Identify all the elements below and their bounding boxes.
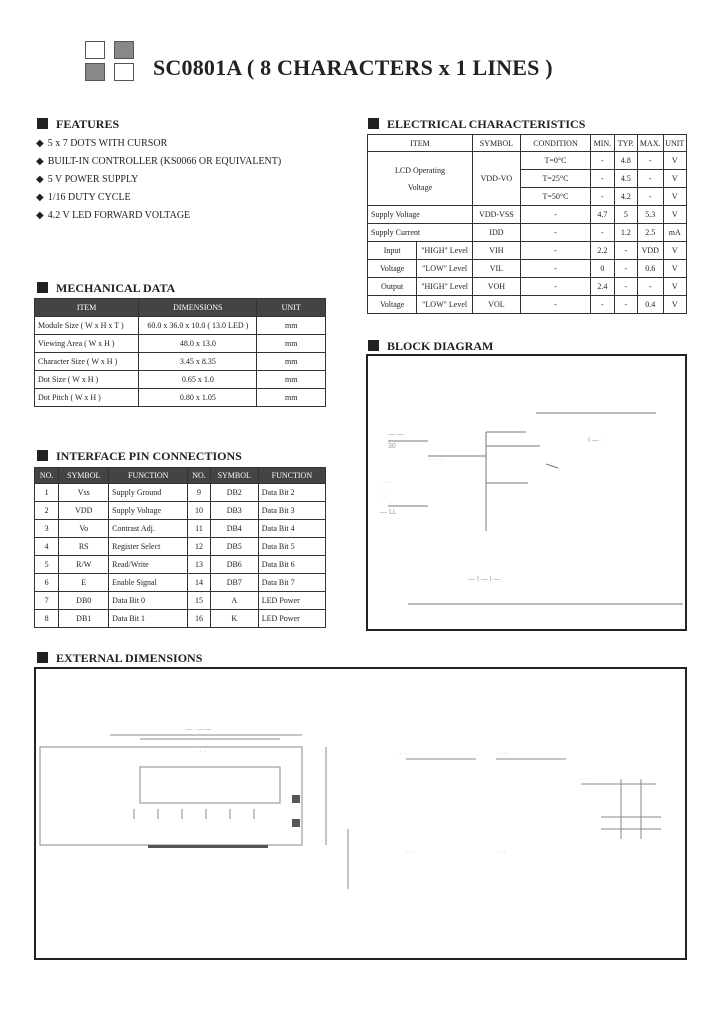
feature-text: BUILT-IN CONTROLLER (KS0066 OR EQUIVALENT) — [47, 156, 282, 167]
interface-heading: INTERFACE PIN CONNECTIONS — [37, 449, 242, 463]
table-cell: Data Bit 5 — [258, 538, 325, 556]
table-row — [35, 556, 326, 574]
table-row — [368, 296, 687, 314]
external-heading: EXTERNAL DIMENSIONS — [37, 651, 202, 665]
table-cell: Supply Voltage — [368, 206, 473, 224]
table-header: ITEM — [368, 135, 473, 152]
section-bullet-icon — [37, 118, 48, 129]
diamond-bullet-icon: ◆ — [36, 192, 44, 203]
table-cell: VDD — [59, 502, 109, 520]
table-header: SYMBOL — [210, 468, 258, 484]
table-cell: Data Bit 1 — [109, 610, 188, 628]
lcd-label-line2: Voltage — [407, 182, 433, 192]
feature-text: 5 x 7 DOTS WITH CURSOR — [47, 138, 168, 149]
table-cell: - — [638, 152, 663, 170]
feature-item — [36, 210, 190, 222]
table-row — [368, 260, 687, 278]
table-cell: DB5 — [210, 538, 258, 556]
table-header-row — [35, 299, 326, 317]
table-cell: 5 — [35, 556, 59, 574]
table-cell: Read/Write — [109, 556, 188, 574]
table-cell: Vo — [59, 520, 109, 538]
table-cell: - — [520, 206, 590, 224]
table-cell: Data Bit 3 — [258, 502, 325, 520]
input-voltage-label: Input — [368, 242, 417, 260]
table-cell: - — [520, 296, 590, 314]
table-cell: - — [520, 278, 590, 296]
table-cell: Contrast Adj. — [109, 520, 188, 538]
table-row — [368, 206, 687, 224]
table-row — [35, 389, 326, 407]
feature-item — [36, 192, 131, 204]
table-cell: - — [614, 278, 637, 296]
table-row — [368, 152, 687, 170]
svg-text:· · · ·: · · · · — [396, 751, 409, 757]
feature-text: 1/16 DUTY CYCLE — [47, 192, 131, 203]
svg-text:· · ·: · · · — [380, 479, 391, 486]
table-cell: - — [591, 152, 614, 170]
feature-item — [36, 138, 167, 150]
lcd-label-line1: LCD Operating — [394, 165, 445, 175]
table-cell: 60.0 x 36.0 x 10.0 ( 13.0 LED ) — [139, 317, 257, 335]
svg-text:· ·: · · — [581, 777, 587, 783]
table-cell: T=0°C — [520, 152, 590, 170]
table-row — [35, 610, 326, 628]
table-cell: 4.8 — [614, 152, 637, 170]
table-row — [368, 224, 687, 242]
table-cell: Register Select — [109, 538, 188, 556]
table-header: SYMBOL — [59, 468, 109, 484]
table-cell: Data Bit 4 — [258, 520, 325, 538]
table-cell: VIL — [472, 260, 520, 278]
table-cell: mA — [663, 224, 687, 242]
table-cell: VDD-VSS — [472, 206, 520, 224]
table-cell: DB3 — [210, 502, 258, 520]
table-cell: V — [663, 188, 687, 206]
table-cell: 1 — [35, 484, 59, 502]
table-cell: - — [591, 224, 614, 242]
table-cell: Dot Pitch ( W x H ) — [35, 389, 139, 407]
table-cell: - — [591, 170, 614, 188]
table-cell: Supply Voltage — [109, 502, 188, 520]
table-cell: DB2 — [210, 484, 258, 502]
table-cell: DB6 — [210, 556, 258, 574]
logo-square-top-left — [85, 41, 105, 59]
table-cell: V — [663, 296, 687, 314]
table-cell: Vss — [59, 484, 109, 502]
table-cell: T=25°C — [520, 170, 590, 188]
section-bullet-icon — [368, 340, 379, 351]
section-bullet-icon — [37, 450, 48, 461]
svg-text:· ·: · · — [380, 493, 387, 500]
feature-text: 5 V POWER SUPPLY — [47, 174, 139, 185]
table-cell: Dot Size ( W x H ) — [35, 371, 139, 389]
block-diagram-drawing — [368, 356, 689, 633]
table-cell: 6 — [35, 574, 59, 592]
table-cell: V — [663, 260, 687, 278]
lcd-voltage-label — [368, 152, 473, 206]
external-dimensions-frame — [34, 667, 687, 960]
table-cell: IDD — [472, 224, 520, 242]
svg-text:· · · ·: · · · · — [496, 751, 509, 757]
table-cell: K — [210, 610, 258, 628]
table-cell: Enable Signal — [109, 574, 188, 592]
table-cell: 4.7 — [591, 206, 614, 224]
table-cell: V — [663, 152, 687, 170]
table-cell: "LOW" Level — [417, 296, 473, 314]
table-header: SYMBOL — [472, 135, 520, 152]
feature-text: 4.2 V LED FORWARD VOLTAGE — [47, 210, 191, 221]
table-cell: 0.65 x 1.0 — [139, 371, 257, 389]
diamond-bullet-icon: ◆ — [36, 174, 44, 185]
table-cell: V — [663, 278, 687, 296]
table-row — [35, 538, 326, 556]
table-header: MAX. — [638, 135, 663, 152]
table-cell: - — [614, 296, 637, 314]
table-cell: Module Size ( W x H x T ) — [35, 317, 139, 335]
diamond-bullet-icon: ◆ — [36, 156, 44, 167]
table-header-row — [368, 135, 687, 152]
page-title: SC0801A ( 8 CHARACTERS x 1 LINES ) — [153, 55, 553, 80]
diamond-bullet-icon: ◆ — [36, 138, 44, 149]
table-cell: Supply Current — [368, 224, 473, 242]
table-cell: Data Bit 6 — [258, 556, 325, 574]
table-cell: 14 — [188, 574, 210, 592]
table-cell: 48.0 x 13.0 — [139, 335, 257, 353]
table-cell: mm — [257, 335, 326, 353]
table-cell: - — [520, 224, 590, 242]
table-cell: A — [210, 592, 258, 610]
table-cell: 4.5 — [614, 170, 637, 188]
table-row — [35, 574, 326, 592]
block-diagram-heading: BLOCK DIAGRAM — [368, 339, 493, 353]
electrical-table — [367, 134, 687, 314]
output-voltage-label: Voltage — [368, 296, 417, 314]
table-cell: - — [614, 242, 637, 260]
feature-item — [36, 174, 138, 186]
table-cell: DB7 — [210, 574, 258, 592]
table-cell: Viewing Area ( W x H ) — [35, 335, 139, 353]
table-cell: 8 — [35, 610, 59, 628]
table-header: DIMENSIONS — [139, 299, 257, 317]
table-row — [35, 520, 326, 538]
table-cell: VDD — [638, 242, 663, 260]
block-diagram-frame — [366, 354, 687, 631]
table-cell: Data Bit 7 — [258, 574, 325, 592]
table-cell: 15 — [188, 592, 210, 610]
table-cell: 16 — [188, 610, 210, 628]
table-cell: V — [663, 206, 687, 224]
table-cell: VDD-VO — [472, 152, 520, 206]
table-cell: LED Power — [258, 592, 325, 610]
table-cell: E — [59, 574, 109, 592]
input-voltage-label: Voltage — [368, 260, 417, 278]
table-row — [35, 502, 326, 520]
table-cell: "HIGH" Level — [417, 242, 473, 260]
section-bullet-icon — [37, 282, 48, 293]
feature-item — [36, 156, 281, 168]
table-cell: R/W — [59, 556, 109, 574]
table-cell: Data Bit 0 — [109, 592, 188, 610]
table-row — [35, 484, 326, 502]
output-voltage-label: Output — [368, 278, 417, 296]
table-cell: RS — [59, 538, 109, 556]
table-header: NO. — [188, 468, 210, 484]
table-row — [368, 278, 687, 296]
svg-text:· · ·: · · · — [196, 749, 206, 755]
table-cell: "LOW" Level — [417, 260, 473, 278]
svg-text:— · — —: — · — — — [186, 727, 211, 733]
table-cell: 3.45 x 8.35 — [139, 353, 257, 371]
table-cell: Data Bit 2 — [258, 484, 325, 502]
table-header: MIN. — [591, 135, 614, 152]
table-cell: V — [663, 170, 687, 188]
table-cell: - — [638, 170, 663, 188]
features-heading: FEATURES — [37, 117, 119, 131]
table-cell: 7 — [35, 592, 59, 610]
table-row — [368, 242, 687, 260]
table-header: FUNCTION — [109, 468, 188, 484]
svg-text:I — ·: I — · — [588, 437, 604, 444]
table-cell: VOL — [472, 296, 520, 314]
table-cell: 5.3 — [638, 206, 663, 224]
table-cell: - — [591, 296, 614, 314]
table-row — [35, 335, 326, 353]
table-header: UNIT — [663, 135, 687, 152]
table-cell: - — [591, 188, 614, 206]
table-cell: mm — [257, 371, 326, 389]
table-row — [35, 592, 326, 610]
table-cell: 10 — [188, 502, 210, 520]
table-cell: DB4 — [210, 520, 258, 538]
table-cell: V — [663, 242, 687, 260]
section-bullet-icon — [37, 652, 48, 663]
table-header: UNIT — [257, 299, 326, 317]
table-cell: 9 — [188, 484, 210, 502]
table-header: CONDITION — [520, 135, 590, 152]
interface-table — [34, 467, 326, 628]
table-cell: 2.4 — [591, 278, 614, 296]
table-cell: 1.2 — [614, 224, 637, 242]
table-cell: 5 — [614, 206, 637, 224]
external-dimensions-drawing — [36, 669, 689, 962]
table-row — [35, 317, 326, 335]
svg-text:· · · ·: · · · · — [428, 456, 444, 463]
table-header: FUNCTION — [258, 468, 325, 484]
svg-text:— —: — — — [388, 431, 404, 438]
table-cell: 4 — [35, 538, 59, 556]
table-cell: 12 — [188, 538, 210, 556]
diamond-bullet-icon: ◆ — [36, 210, 44, 221]
table-cell: "HIGH" Level — [417, 278, 473, 296]
table-cell: 2.5 — [638, 224, 663, 242]
table-cell: 11 — [188, 520, 210, 538]
svg-text:— LL: — LL — [380, 509, 397, 516]
table-header: TYP. — [614, 135, 637, 152]
table-cell: 13 — [188, 556, 210, 574]
mechanical-heading: MECHANICAL DATA — [37, 281, 175, 295]
svg-text:30: 30 — [388, 443, 396, 450]
table-cell: - — [520, 242, 590, 260]
logo-square-bottom-right — [114, 63, 134, 81]
table-cell: 4.2 — [614, 188, 637, 206]
table-cell: 0 — [591, 260, 614, 278]
table-cell: - — [638, 278, 663, 296]
table-cell: mm — [257, 317, 326, 335]
table-cell: 3 — [35, 520, 59, 538]
svg-text:· · ·: · · · — [496, 850, 506, 856]
svg-text:— I — I —: — I — I — — [468, 576, 501, 583]
table-cell: - — [520, 260, 590, 278]
svg-text:· · ·: · · · — [406, 850, 416, 856]
table-cell: VIH — [472, 242, 520, 260]
table-header-row — [35, 468, 326, 484]
section-bullet-icon — [368, 118, 379, 129]
table-cell: 2 — [35, 502, 59, 520]
table-cell: Supply Ground — [109, 484, 188, 502]
mechanical-table — [34, 298, 326, 407]
table-cell: Character Size ( W x H ) — [35, 353, 139, 371]
table-cell: T=50°C — [520, 188, 590, 206]
table-cell: 0.6 — [638, 260, 663, 278]
table-cell: mm — [257, 389, 326, 407]
table-cell: DB0 — [59, 592, 109, 610]
table-row — [35, 371, 326, 389]
table-cell: 0.4 — [638, 296, 663, 314]
logo-square-top-right — [114, 41, 134, 59]
table-header: NO. — [35, 468, 59, 484]
table-header: ITEM — [35, 299, 139, 317]
table-cell: - — [614, 260, 637, 278]
table-cell: - — [638, 188, 663, 206]
table-cell: 0.80 x 1.05 — [139, 389, 257, 407]
table-cell: VOH — [472, 278, 520, 296]
table-row — [35, 353, 326, 371]
table-cell: mm — [257, 353, 326, 371]
table-cell: LED Power — [258, 610, 325, 628]
table-cell: 2.2 — [591, 242, 614, 260]
logo-square-bottom-left — [85, 63, 105, 81]
table-cell: DB1 — [59, 610, 109, 628]
electrical-heading: ELECTRICAL CHARACTERISTICS — [368, 117, 585, 131]
